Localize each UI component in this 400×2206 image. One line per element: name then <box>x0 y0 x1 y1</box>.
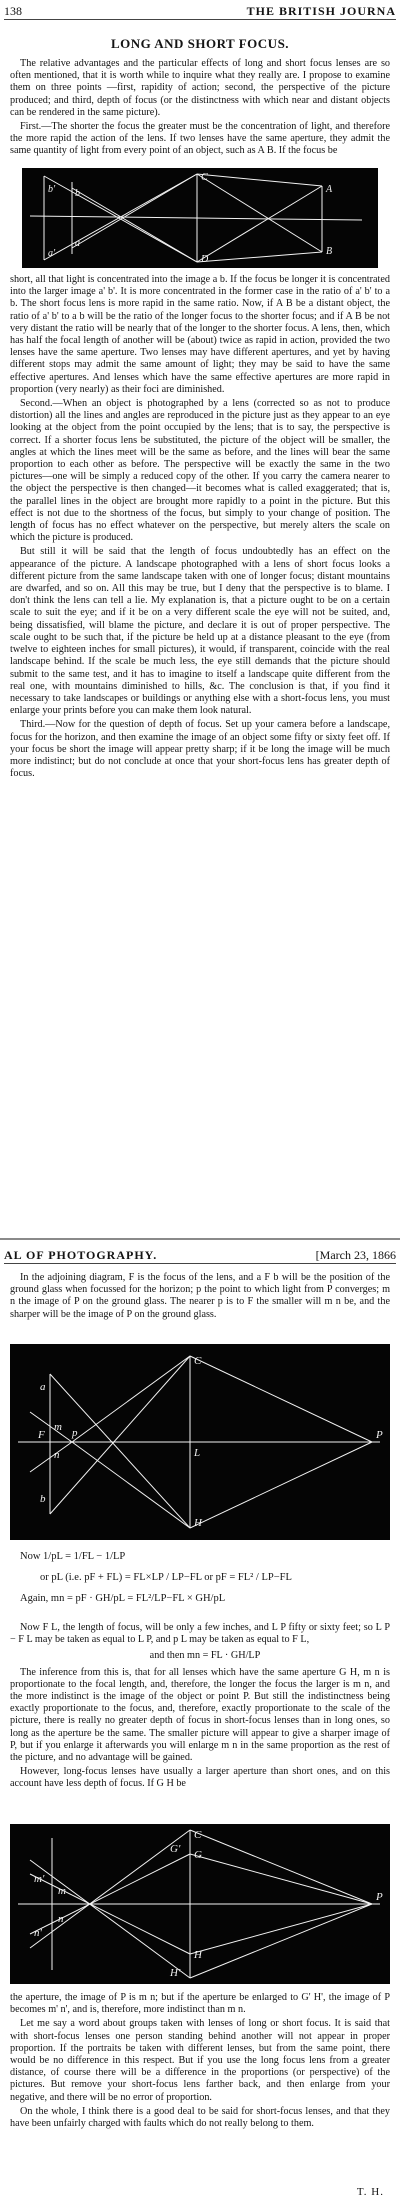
ray <box>30 1442 72 1472</box>
fig2-label: H <box>194 1517 202 1529</box>
journal-title-cont: AL OF PHOTOGRAPHY. <box>4 1248 158 1262</box>
text-block-diagram-intro <box>10 1272 390 1323</box>
running-header-2 <box>4 1247 396 1264</box>
text-block-intro <box>10 58 390 160</box>
paragraph-first: First.—The shorter the focus the greater must be the concentration of light, and therefore the more rapid the action of the lens. If two lenses have the same aperture, they admit the same quantity of light from every point of an object, such as A B. If the focus be <box>10 121 390 157</box>
lens-diagram-1 <box>22 168 378 268</box>
fig3-label: H' <box>170 1967 181 1979</box>
ray <box>30 1412 72 1442</box>
paragraph-scale: But still it will be said that the length of focus undoubtedly has an effect on the appearance of the picture. A landscape photographed with a lens of short focus looks a different picture from the same landscape taken with one of longer focus; distant mountains are dwarfed, and so on. All this may be true, but I deny that the perspective is to blame. I don't think the lens can tell a lie. My explanation is, that a picture ought to be on a certain scale to suit the eye; and if it be on a very different scale the eye will not be suited, and, being dissatisfied, will blame the picture, and declare it is out of proper perspective. The scale ought to be such that, if the picture be held up at a distance pleasant to the eye (from twelve to eighteen inches for small pictures), it would, if transparent, coincide with the real landscape behind. If the scale be much less, the eye still demands that the picture should submit to the same test, and it has to imagine to itself a landscape quite different from the real one, with mountains diminished to hills, &c. The conclusion is that, if you find it necessary to take landscapes or buildings or anything else with a short-focus lens, you must enlarge your prints before you can make them look natural. <box>10 546 390 717</box>
ray <box>50 1356 190 1514</box>
ray <box>72 174 197 248</box>
ray <box>197 252 322 262</box>
fig3-label: G <box>194 1849 202 1861</box>
figure-3 <box>10 1824 390 1984</box>
paragraph-inference: The inference from this is, that for all lenses which have the same aperture G H, m n is proportionate to the focal length, and, therefore, the longer the focus the larger is m n, and the more indistinct is the image of the object or point P. But still the indistinctness being exactly proportionate to the focus, and, therefore, exactly proportionate to the scale of the picture, there is really no greater depth of focus in short-focus lenses than in long ones, so long as the aperture be the same. The smaller picture will appear to give a sharper image of P, but if you enlarge it afterwards you will enlarge m n in the same proportion as the rest of the picture, and no advantage will be gained. <box>10 1666 390 1764</box>
equation-3: Again, mn = pF · GH/pL = FL²/LP−FL × GH/pL <box>20 1593 226 1604</box>
fig1-label: b' <box>48 184 56 195</box>
fig3-label: P <box>376 1891 383 1903</box>
fig2-label: L <box>194 1447 201 1459</box>
ray <box>190 1830 372 1904</box>
fig3-label: m' <box>34 1873 45 1885</box>
ray <box>190 1904 372 1978</box>
paragraph-diagram: In the adjoining diagram, F is the focus of the lens, and a F b will be the position of the ground glass when focussed for the horizon; p the point to which light from P converges; m n the image of P on the ground glass. The nearer p is to F the smaller will m n be, and the sharper will be the image of P on the ground glass. <box>10 1272 390 1320</box>
fig3-label: n <box>58 1913 64 1925</box>
ray <box>190 1442 372 1528</box>
ray <box>30 1830 190 1948</box>
figure-2 <box>10 1344 390 1540</box>
lens-diagram-3 <box>10 1824 390 1984</box>
fig1-label: C <box>201 172 208 183</box>
running-header <box>4 3 396 20</box>
page-139 <box>0 1240 400 2206</box>
paragraph-groups: Let me say a word about groups taken with lenses of long or short focus. It is said that with short-focus lenses one person standing behind another will not appear in proper proportion. If the portraits be taken with different lenses, but from the same point, there would be no difference in this respect. But if you use the long focus lens from a greater distance, of course there will be a difference in the proportions (or perspective) of the pictures. But remove your short-focus lens farther back, and then enlarge from your negative, and there will be no error of proportion. <box>10 2018 390 2103</box>
ray <box>190 1356 372 1442</box>
ray <box>72 1442 190 1528</box>
ray <box>30 1874 190 1954</box>
journal-title: THE BRITISH JOURNA <box>246 4 396 18</box>
ray <box>197 174 322 252</box>
fig1-label: b <box>75 188 80 199</box>
text-block-conclusion <box>10 1992 390 2132</box>
fig2-label: P <box>376 1429 383 1441</box>
fig2-label: n <box>54 1449 60 1461</box>
paragraph-aperture: However, long-focus lenses have usually a larger aperture than short ones, and on this account have less depth of focus. If G H be <box>10 1766 390 1790</box>
fig3-label: n' <box>34 1927 42 1939</box>
fig2-label: b <box>40 1493 46 1505</box>
fig2-label: m <box>54 1421 62 1433</box>
optic-axis <box>30 216 362 220</box>
ray <box>50 1374 190 1528</box>
text-block-equations <box>10 1622 390 1793</box>
paragraph-aperture-cont: the aperture, the image of P is m n; but if the aperture be enlarged to G' H', the image of P becomes m' n', and is, therefore, more indistinct than m n. <box>10 1992 390 2016</box>
fig3-label: H <box>194 1949 202 1961</box>
paragraph-second: Second.—When an object is photographed by a lens (corrected so as not to produce distortion) all the lines and angles are reproduced in the picture just as they appear to an eye looking at the object from the point occupied by the lens; that is to say, the perspective is correct. If a shorter focus lens be substituted, the picture of the object will be smaller, the angles at which the lines meet will be the same as before, and the lines will bear the same proportion to each other as before. The perspective will be exactly the same in the two pictures—one will be simply a reduced copy of the other. If you carry the camera nearer to the object the perspective is then changed—it becomes what is called exaggerated; that is, the parallel lines in the object are brought more rapidly to a point in the picture. But this effect is not due to the shortness of the focus, but simply to your change of position. The length of focus has no effect whatever on the perspective, but merely alters the scale on which the picture is produced. <box>10 398 390 544</box>
fig1-label: a <box>75 238 80 249</box>
fig2-label: a <box>40 1381 46 1393</box>
ray <box>197 174 322 186</box>
author-signature: T. H. <box>356 2186 384 2198</box>
text-block-main <box>10 274 390 782</box>
ray <box>197 186 322 262</box>
paragraph-intro: The relative advantages and the particular effects of long and short focus lenses are so often mentioned, that it is worth while to inquire what they really are. I propose to examine them on three points —first, rapidity of action; second, the perspective of the picture produced; and third, depth of focus (or the distinctness with which near and distant objects can be rendered in the same picture). <box>10 58 390 118</box>
lens-diagram-2 <box>10 1344 390 1540</box>
ray <box>30 1860 190 1978</box>
fig3-label: C <box>194 1829 202 1841</box>
fig1-label: a' <box>48 248 56 259</box>
ray <box>72 1356 190 1442</box>
fig3-label: m <box>58 1885 66 1897</box>
issue-date: [March 23, 1866 <box>315 1248 396 1262</box>
paragraph-third: Third.—Now for the question of depth of focus. Set up your camera before a landscape, focus for the horizon, and then examine the image of an object some fifty or sixty feet off. If your focus be short the image will appear pretty sharp; if it be long the image will be much more indistinct; but do not conclude at once that your short-focus lens has greater depth of focus. <box>10 719 390 780</box>
fig2-label: F <box>38 1429 45 1441</box>
ray <box>72 188 197 262</box>
equation-5: and then mn = FL · GH/LP <box>149 1650 261 1662</box>
fig2-label: p <box>72 1427 78 1439</box>
page-number: 138 <box>4 4 22 18</box>
equation-2: or pL (i.e. pF + FL) = FL×LP / LP−FL or pF = FL² / LP−FL <box>40 1572 292 1583</box>
ray <box>190 1904 372 1954</box>
fig1-label: B <box>326 246 333 257</box>
fig1-label: D <box>201 254 209 265</box>
figure-1 <box>22 168 378 268</box>
ray <box>30 1854 190 1934</box>
paragraph-eq-note: Now F L, the length of focus, will be only a few inches, and L P fifty or sixty feet; so L P − F L may be taken as equal to L P, and p L may be taken as equal to F L, <box>10 1622 390 1646</box>
article-title: LONG AND SHORT FOCUS. <box>110 36 290 51</box>
equations <box>10 1550 390 1605</box>
ray <box>190 1854 372 1904</box>
paragraph-whole: On the whole, I think there is a good deal to be said for short-focus lenses, and that they have been unfairly charged with faults which do not really belong to them. <box>10 2105 390 2130</box>
equation-1: Now 1/pL = 1/FL − 1/LP <box>20 1551 126 1562</box>
fig1-label: A <box>326 184 333 195</box>
fig3-label: G' <box>170 1843 181 1855</box>
paragraph-first-cont: short, all that light is concentrated into the image a b. If the focus be longer it is concentrated into the larger image a' b'. It is more concentrated in the former case in the ratio of a' b' to a b. The short focus lens is more rapid in the same ratio. Now, if A B be a distant object, the ratio of a' b' to a b will be the ratio of the longer focus to the shorter focus; and if A B be not very distant the ratio will be nearly that of the longer to the shorter focus. A lens, then, which has half the focal length of another will be (about) twice as rapid in action, provided the two lenses have the same aperture. Two lenses may have different apertures, and yet by having different stops may admit the same amount of light; they may be said to have the same effective apertures. And lenses which have the same effective apertures are more rapid in proportion (very nearly) as their foci are diminished. <box>10 274 390 395</box>
fig2-label: C <box>194 1355 202 1367</box>
